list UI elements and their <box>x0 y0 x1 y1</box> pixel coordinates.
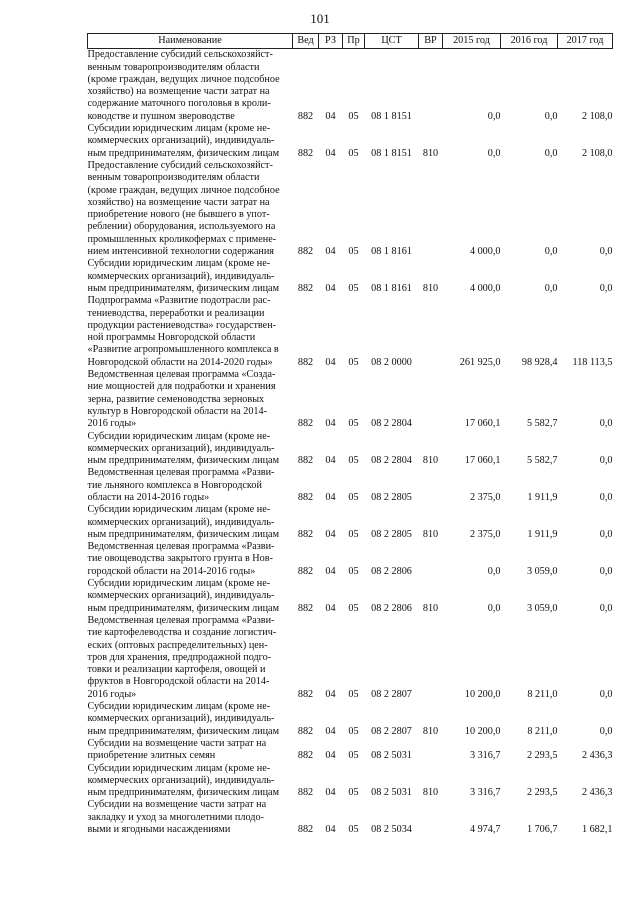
cell-ved: 882 <box>297 455 314 467</box>
cell-2015: 3 316,7 <box>469 750 501 762</box>
cell-2016: 0,0 <box>544 110 558 122</box>
cell-2017: 0,0 <box>599 246 613 258</box>
row-name-line: коммерческих организаций), индивидуаль- <box>87 516 275 528</box>
cell-2016: 3 059,0 <box>526 565 558 577</box>
row-name-line: ным предпринимателям, физическим лицам <box>87 602 280 614</box>
cell-vr: 810 <box>422 725 439 737</box>
row-name-line: ным предпринимателям, физическим лицам <box>87 725 280 737</box>
row-name-line: городской области на 2014-2016 годы» <box>87 565 256 577</box>
table-row <box>88 369 613 430</box>
cell-2015: 0,0 <box>487 110 501 122</box>
cell-pr: 05 <box>348 147 359 159</box>
cell-rz: 04 <box>325 491 336 503</box>
cell-cst: 08 2 2806 <box>371 565 412 577</box>
cell-vr: 810 <box>422 147 439 159</box>
cell-2016: 5 582,7 <box>526 418 558 430</box>
cell-vr <box>419 49 443 123</box>
row-name-line: венным товаропроизводителям области <box>87 172 260 184</box>
row-name-line: Ведомственная целевая программа «Разви- <box>87 541 275 553</box>
row-name-line: Ведомственная целевая программа «Разви- <box>87 614 275 626</box>
cell-2015: 10 200,0 <box>464 688 501 700</box>
column-header-ved: Вед <box>293 34 319 49</box>
row-name-line: (кроме граждан, ведущих личное подсобное <box>87 73 280 85</box>
cell-2017: 0,0 <box>599 491 613 503</box>
row-name <box>88 369 293 430</box>
cell-vr: 810 <box>422 602 439 614</box>
row-name-line: еских (оптовых распределительных) цен- <box>87 639 268 651</box>
cell-pr: 05 <box>348 491 359 503</box>
row-name-line: области на 2014-2016 годы» <box>87 491 210 503</box>
cell-pr: 05 <box>348 528 359 540</box>
row-name <box>88 504 293 541</box>
cell-ved: 882 <box>297 528 314 540</box>
cell-pr: 05 <box>348 356 359 368</box>
row-name-line: коммерческих организаций), индивидуаль- <box>87 774 275 786</box>
table-row <box>88 763 613 800</box>
row-name <box>88 738 293 763</box>
cell-2016: 8 211,0 <box>527 688 558 700</box>
cell-pr: 05 <box>348 282 359 294</box>
column-header-2015: 2015 год <box>443 34 501 49</box>
cell-2016: 5 582,7 <box>526 455 558 467</box>
row-name-line: Субсидии юридическим лицам (кроме не- <box>87 762 271 774</box>
row-name-line: тениеводства, переработки и реализации <box>87 307 265 319</box>
row-name-line: хозяйство) на возмещение части затрат на <box>87 86 270 98</box>
cell-ved: 882 <box>297 824 314 835</box>
cell-cst: 08 2 2805 <box>371 491 412 503</box>
cell-rz: 04 <box>325 282 336 294</box>
cell-vr <box>419 467 443 504</box>
row-name-line: продукции растениеводства» государствен- <box>87 319 277 331</box>
row-name-line: Субсидии юридическим лицам (кроме не- <box>87 430 271 442</box>
cell-ved: 882 <box>297 750 314 762</box>
table-body <box>88 49 613 837</box>
cell-2015: 0,0 <box>487 147 501 159</box>
cell-rz: 04 <box>325 110 336 122</box>
cell-cst: 08 1 8161 <box>371 246 412 258</box>
row-name-line: ным предпринимателям, физическим лицам <box>87 787 280 799</box>
row-name-line: Субсидии юридическим лицам (кроме не- <box>87 578 271 590</box>
cell-cst: 08 1 8161 <box>371 282 412 294</box>
cell-2017: 118 113,5 <box>572 356 613 368</box>
row-name-line: ние мощностей для подработки и хранения <box>87 381 276 393</box>
table-row <box>88 799 613 836</box>
row-name-line: коммерческих организаций), индивидуаль- <box>87 135 275 147</box>
row-name-line: Субсидии на возмещение части затрат на <box>87 799 267 811</box>
cell-rz: 04 <box>325 418 336 430</box>
cell-2015: 3 316,7 <box>469 787 501 799</box>
cell-rz: 04 <box>325 246 336 258</box>
row-name <box>88 578 293 615</box>
table-row <box>88 738 613 763</box>
table-row <box>88 504 613 541</box>
cell-ved: 882 <box>297 147 314 159</box>
cell-2016: 98 928,4 <box>521 356 558 368</box>
cell-2015: 4 974,7 <box>469 824 501 835</box>
cell-rz: 04 <box>325 147 336 159</box>
cell-rz: 04 <box>325 824 336 835</box>
row-name-line: промышленных кроликофермах с примене- <box>87 233 277 245</box>
cell-cst: 08 2 2807 <box>371 725 412 737</box>
cell-2017: 2 436,3 <box>581 750 613 762</box>
row-name-line: тие овощеводства закрытого грунта в Нов- <box>87 553 273 565</box>
row-name-line: Субсидии юридическим лицам (кроме не- <box>87 123 271 135</box>
row-name <box>88 258 293 295</box>
row-name-line: Подпрограмма «Развитие подотрасли рас- <box>87 295 271 307</box>
cell-rz: 04 <box>325 356 336 368</box>
cell-pr: 05 <box>348 602 359 614</box>
row-name-line: хозяйство) на возмещение части затрат на <box>87 196 270 208</box>
cell-2017: 0,0 <box>599 688 613 700</box>
table-row <box>88 258 613 295</box>
cell-cst: 08 2 2807 <box>371 688 412 700</box>
column-header-2016: 2016 год <box>501 34 558 49</box>
cell-pr: 05 <box>348 565 359 577</box>
cell-cst: 08 2 0000 <box>371 356 412 368</box>
row-name-line: зерна, развитие семеноводства зерновых <box>87 393 265 405</box>
cell-pr: 05 <box>348 110 359 122</box>
row-name-line: нием интенсивной технологии содержания <box>87 246 274 258</box>
row-name-line: выми и ягодными насаждениями <box>87 824 231 835</box>
row-name <box>88 799 293 836</box>
cell-2017: 0,0 <box>599 282 613 294</box>
row-name-line: тие льняного комплекса в Новгородской <box>87 479 262 491</box>
row-name-line: тров для хранения, предпродажной подго- <box>87 651 272 663</box>
column-header-pr: Пр <box>343 34 365 49</box>
cell-ved: 882 <box>297 565 314 577</box>
table-row <box>88 467 613 504</box>
cell-2016: 1 911,9 <box>527 528 558 540</box>
row-name <box>88 701 293 738</box>
cell-2016: 8 211,0 <box>527 725 558 737</box>
cell-rz: 04 <box>325 565 336 577</box>
row-name-line: ным предпринимателям, физическим лицам <box>87 455 280 467</box>
cell-cst: 08 2 2806 <box>371 602 412 614</box>
row-name-line: Ведомственная целевая программа «Созда- <box>87 369 276 381</box>
row-name-line: приобретение нового (не бывшего в упот- <box>87 209 270 221</box>
row-name <box>88 541 293 578</box>
cell-rz: 04 <box>325 455 336 467</box>
cell-2017: 0,0 <box>599 528 613 540</box>
cell-2016: 2 293,5 <box>526 750 558 762</box>
cell-vr <box>419 799 443 836</box>
row-name-line: закладку и уход за многолетними плодо- <box>87 811 264 823</box>
table-header-row <box>88 34 613 49</box>
cell-2017: 0,0 <box>599 455 613 467</box>
row-name-line: содержание маточного поголовья в кроли- <box>87 98 271 110</box>
cell-ved: 882 <box>297 602 314 614</box>
cell-ved: 882 <box>297 491 314 503</box>
cell-rz: 04 <box>325 750 336 762</box>
row-name-line: Субсидии юридическим лицам (кроме не- <box>87 701 271 713</box>
row-name-line: Субсидии юридическим лицам (кроме не- <box>87 258 271 270</box>
cell-pr: 05 <box>348 418 359 430</box>
cell-2016: 0,0 <box>544 282 558 294</box>
cell-2017: 2 436,3 <box>581 787 613 799</box>
cell-ved: 882 <box>297 787 314 799</box>
cell-2016: 3 059,0 <box>526 602 558 614</box>
row-name-line: коммерческих организаций), индивидуаль- <box>87 713 275 725</box>
cell-rz: 04 <box>325 528 336 540</box>
row-name <box>88 295 293 369</box>
cell-2015: 2 375,0 <box>469 528 501 540</box>
row-name-line: коммерческих организаций), индивидуаль- <box>87 442 275 454</box>
cell-pr: 05 <box>348 455 359 467</box>
cell-pr: 05 <box>348 787 359 799</box>
row-name-line: Ведомственная целевая программа «Разви- <box>87 467 275 479</box>
row-name-line: «Развитие агропромышленного комплекса в <box>87 344 279 356</box>
row-name-line: ководстве и пушном звероводстве <box>87 110 235 122</box>
cell-rz: 04 <box>325 725 336 737</box>
cell-cst: 08 2 2804 <box>371 455 412 467</box>
row-name-line: коммерческих организаций), индивидуаль- <box>87 270 275 282</box>
cell-vr: 810 <box>422 528 439 540</box>
cell-cst: 08 2 2804 <box>371 418 412 430</box>
cell-ved: 882 <box>297 688 314 700</box>
cell-2017: 0,0 <box>599 418 613 430</box>
row-name-line: 2016 годы» <box>87 418 137 430</box>
row-name-line: культур в Новгородской области на 2014- <box>87 405 267 417</box>
table-row <box>88 578 613 615</box>
row-name-line: ным предпринимателям, физическим лицам <box>87 528 280 540</box>
cell-pr: 05 <box>348 688 359 700</box>
row-name <box>88 160 293 258</box>
cell-cst: 08 2 5034 <box>371 824 412 835</box>
cell-cst: 08 2 5031 <box>371 787 412 799</box>
cell-2017: 0,0 <box>599 602 613 614</box>
row-name <box>88 49 293 123</box>
cell-vr <box>419 295 443 369</box>
budget-table <box>87 33 613 836</box>
cell-2016: 2 293,5 <box>526 787 558 799</box>
cell-vr: 810 <box>422 282 439 294</box>
table-row <box>88 541 613 578</box>
column-header-rz: РЗ <box>319 34 343 49</box>
table-row <box>88 295 613 369</box>
cell-2015: 2 375,0 <box>469 491 501 503</box>
row-name <box>88 431 293 468</box>
cell-2017: 0,0 <box>599 565 613 577</box>
row-name-line: (кроме граждан, ведущих личное подсобное <box>87 184 280 196</box>
cell-cst: 08 1 8151 <box>371 110 412 122</box>
cell-cst: 08 1 8151 <box>371 147 412 159</box>
cell-2015: 0,0 <box>487 602 501 614</box>
cell-pr: 05 <box>348 725 359 737</box>
row-name-line: коммерческих организаций), индивидуаль- <box>87 590 275 602</box>
cell-ved: 882 <box>297 418 314 430</box>
table-row <box>88 615 613 701</box>
cell-2016: 0,0 <box>544 246 558 258</box>
cell-vr <box>419 160 443 258</box>
cell-rz: 04 <box>325 787 336 799</box>
column-header-vr: ВР <box>419 34 443 49</box>
row-name-line: фруктов в Новгородской области на 2014- <box>87 676 270 688</box>
cell-2015: 10 200,0 <box>464 725 501 737</box>
cell-2016: 0,0 <box>544 147 558 159</box>
row-name <box>88 467 293 504</box>
cell-ved: 882 <box>297 110 314 122</box>
row-name-line: Субсидии на возмещение части затрат на <box>87 737 267 749</box>
row-name-line: Предоставление субсидий сельскохозяйст- <box>87 159 273 171</box>
cell-2016: 1 911,9 <box>527 491 558 503</box>
cell-vr <box>419 541 443 578</box>
page-number: 101 <box>310 11 330 26</box>
cell-2016: 1 706,7 <box>526 824 558 835</box>
table-row <box>88 49 613 123</box>
cell-cst: 08 2 2805 <box>371 528 412 540</box>
cell-ved: 882 <box>297 282 314 294</box>
row-name <box>88 763 293 800</box>
row-name-line: венным товаропроизводителям области <box>87 61 260 73</box>
cell-2017: 0,0 <box>599 725 613 737</box>
row-name-line: товки и реализации картофеля, овощей и <box>87 664 266 676</box>
cell-ved: 882 <box>297 725 314 737</box>
row-name-line: реблении) оборудования, используемого на <box>87 221 276 233</box>
row-name-line: ной программы Новгородской области <box>87 332 256 344</box>
cell-2017: 1 682,1 <box>581 824 613 835</box>
column-header-name: Наименование <box>88 34 293 49</box>
cell-2015: 4 000,0 <box>469 246 501 258</box>
column-header-cst: ЦСТ <box>365 34 419 49</box>
cell-2017: 2 108,0 <box>581 110 613 122</box>
cell-2015: 0,0 <box>487 565 501 577</box>
cell-pr: 05 <box>348 750 359 762</box>
cell-rz: 04 <box>325 688 336 700</box>
table-row <box>88 123 613 160</box>
row-name-line: ным предпринимателям, физическим лицам <box>87 147 280 159</box>
cell-2017: 2 108,0 <box>581 147 613 159</box>
cell-2015: 4 000,0 <box>469 282 501 294</box>
row-name <box>88 615 293 701</box>
row-name-line: приобретение элитных семян <box>87 750 216 762</box>
cell-2015: 17 060,1 <box>464 455 501 467</box>
row-name-line: тие картофелеводства и создание логистич- <box>87 627 277 639</box>
cell-rz: 04 <box>325 602 336 614</box>
row-name <box>88 123 293 160</box>
column-header-2017: 2017 год <box>558 34 613 49</box>
cell-vr <box>419 369 443 430</box>
table-row <box>88 431 613 468</box>
row-name-line: Субсидии юридическим лицам (кроме не- <box>87 504 271 516</box>
cell-vr: 810 <box>422 787 439 799</box>
cell-2015: 261 925,0 <box>459 356 501 368</box>
table-row <box>88 160 613 258</box>
cell-2015: 17 060,1 <box>464 418 501 430</box>
cell-ved: 882 <box>297 356 314 368</box>
cell-pr: 05 <box>348 246 359 258</box>
row-name-line: ным предпринимателям, физическим лицам <box>87 282 280 294</box>
cell-cst: 08 2 5031 <box>371 750 412 762</box>
table-row <box>88 701 613 738</box>
cell-ved: 882 <box>297 246 314 258</box>
row-name-line: Предоставление субсидий сельскохозяйст- <box>87 49 273 61</box>
cell-pr: 05 <box>348 824 359 835</box>
cell-vr <box>419 738 443 763</box>
row-name-line: Новгородской области на 2014-2020 годы» <box>87 356 273 368</box>
cell-vr: 810 <box>422 455 439 467</box>
cell-vr <box>419 615 443 701</box>
row-name-line: 2016 годы» <box>87 688 137 700</box>
